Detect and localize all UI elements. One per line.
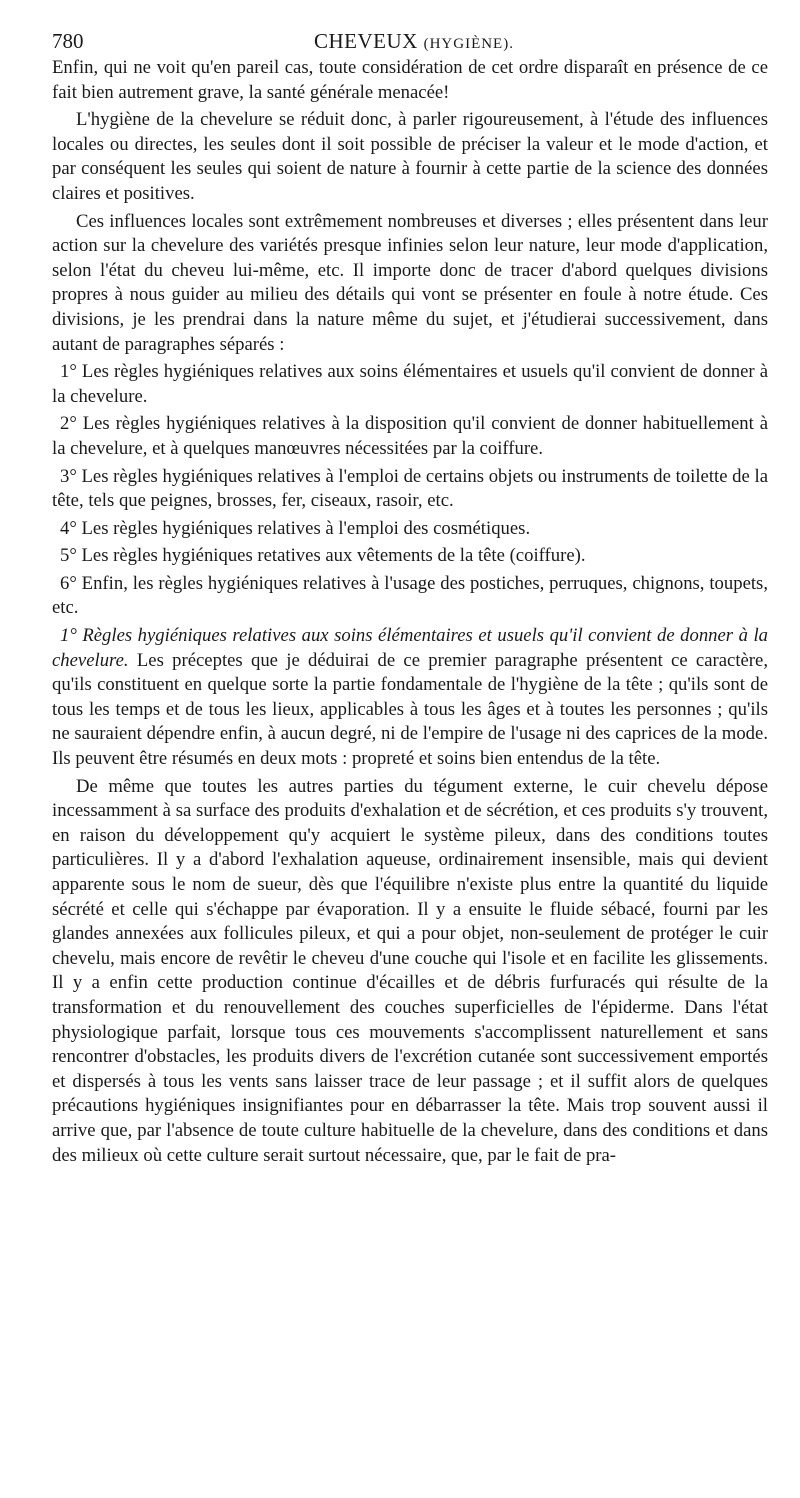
paragraph: Enfin, qui ne voit qu'en pareil cas, toute considération de cet ordre disparaît en présence de ce fait bien autrement grave, la santé générale menacée! (52, 57, 768, 103)
list-item: 4° Les règles hygiéniques relatives à l'emploi des cosmétiques. (60, 517, 531, 539)
list-item: 2° Les règles hygiéniques relatives à la disposition qu'il convient de donner habituellement à la chevelure, et à quelques manœuvres nécessitées par la coiffure. (52, 413, 768, 459)
list-item: 5° Les règles hygiéniques retatives aux vêtements de la tête (coiffure). (60, 545, 586, 567)
page-body (52, 56, 768, 1168)
running-title (314, 26, 514, 59)
section-heading: 1° Règles hygiéniques relatives aux soins élémentaires et usuels qu'il convient de donner à la chevelure. (52, 625, 768, 671)
section-paragraph (52, 624, 768, 772)
running-header (52, 26, 768, 56)
running-title-sub: (HYGIÈNE). (423, 36, 514, 52)
paragraph: L'hygiène de la chevelure se réduit donc, à parler rigoureusement, à l'étude des influences locales ou directes, les seules dont il soit possible de préciser la valeur et le mode d'action, et par conséquent les seules qui soient de nature à fournir à cette partie de la science des données claires et positives. (52, 109, 768, 204)
paragraph: De même que toutes les autres parties du tégument externe, le cuir chevelu dépose incessamment à sa surface des produits d'exhalation et de sécrétion, et ces produits s'y trouvent, en raison du développement qu'y acquiert le système pileux, dans des conditions toutes particulières. Il y a d'abord l'exhalation aqueuse, ordinairement insensible, mais qui devient apparente sous le nom de sueur, dès que l'équilibre n'existe plus entre la quantité du liquide sécrété et celle qui s'échappe par évaporation. Il y a ensuite le fluide sébacé, fourni par les glandes annexées aux follicules pileux, et qui a pour objet, non-seulement de protéger le cuir chevelu, mais encore de revêtir le cheveu d'une couche qui l'isole et en facilite les glissements. Il y a enfin cette production continue d'écailles et de débris furfuracés qui résulte de la transformation et du renouvellement des couches superficielles de l'épiderme. Dans l'état physiologique parfait, lorsque tous ces mouvements s'accomplissent naturellement et sans rencontrer d'obstacles, les produits divers de l'excrétion cutanée sont successivement emportés et dispersés à tous les vents sans laisser trace de leur passage ; et il suffit alors de quelques précautions hygiéniques insignifiantes pour en débarrasser la tête. Mais trop souvent aussi il arrive que, par l'absence de toute culture habituelle de la chevelure, dans des conditions et dans des milieux où cette culture serait surtout nécessaire, que, par le fait de pra- (52, 775, 768, 1166)
list-item: 3° Les règles hygiéniques relatives à l'emploi de certains objets ou instruments de toilette de la tête, tels que peignes, brosses, fer, ciseaux, rasoir, etc. (52, 465, 768, 512)
section-text: Les préceptes que je déduirai de ce premier paragraphe présentent ce caractère, qu'ils constituent en quelque sorte la partie fondamentale de l'hygiène de la tête ; qu'ils sont de tous les temps et de tous les lieux, applicables à tous les âges et à toutes les personnes ; qu'ils ne sauraient dépendre enfin, à aucun degré, ni de l'empire de l'usage ni des caprices de la mode. Ils peuvent être résumés en deux mots : propreté et soins bien entendus de la tête. (52, 649, 768, 770)
list-item: 1° Les règles hygiéniques relatives aux soins élémentaires et usuels qu'il convient de donner à la chevelure. (52, 361, 768, 407)
running-title-main: CHEVEUX (314, 29, 418, 53)
list-item: 6° Enfin, les règles hygiéniques relatives à l'usage des postiches, perruques, chignons, toupets, etc. (52, 572, 768, 619)
paragraph: Ces influences locales sont extrêmement nombreuses et diverses ; elles présentent dans leur action sur la chevelure des variétés presque infinies selon leur nature, leur mode d'application, selon l'état du cheveu lui-même, etc. Il importe donc de tracer d'abord quelques divisions propres à nous guider au milieu des détails qui vont se présenter en foule à notre étude. Ces divisions, je les prendrai dans la nature même du sujet, et j'étudierai successivement, dans autant de paragraphes séparés : (52, 210, 768, 355)
page (52, 26, 768, 1168)
page-number: 780 (52, 29, 84, 53)
